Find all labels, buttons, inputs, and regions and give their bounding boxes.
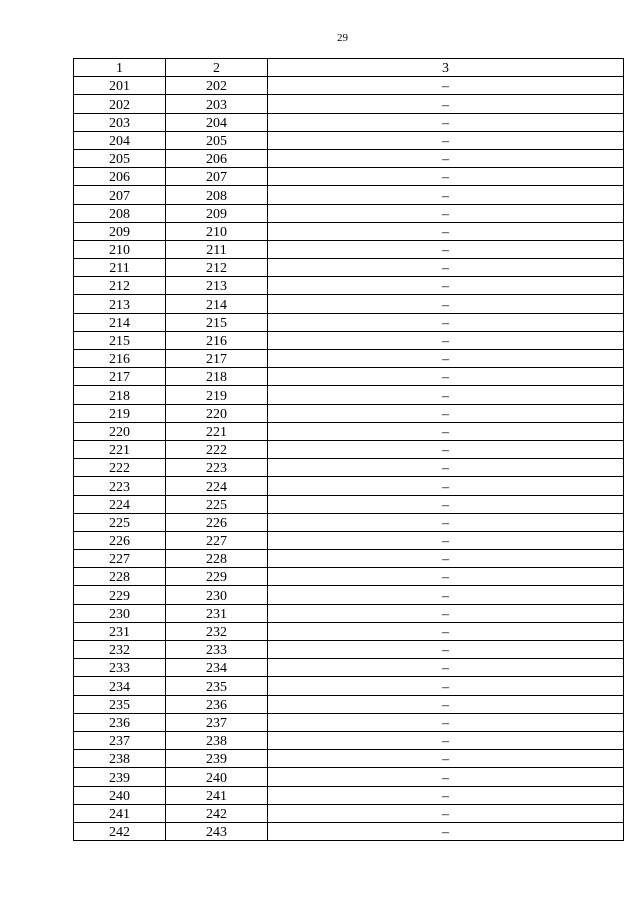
- table-cell-col1: 225: [74, 513, 166, 531]
- table-cell-col2: 234: [166, 659, 268, 677]
- table-cell-col1: 218: [74, 386, 166, 404]
- table-cell-col3: –: [268, 604, 624, 622]
- table-row: [74, 295, 624, 313]
- table-cell-col2: 217: [166, 350, 268, 368]
- table-cell-col3: –: [268, 331, 624, 349]
- table-cell-col3: –: [268, 477, 624, 495]
- table-cell-col3: –: [268, 186, 624, 204]
- table-row: [74, 622, 624, 640]
- table-cell-col2: 235: [166, 677, 268, 695]
- table-row: [74, 477, 624, 495]
- table-cell-col1: 227: [74, 550, 166, 568]
- table-cell-col1: 203: [74, 113, 166, 131]
- table-cell-col3: –: [268, 750, 624, 768]
- table-cell-col1: 206: [74, 168, 166, 186]
- table-cell-col1: 237: [74, 731, 166, 749]
- table-cell-col1: 241: [74, 804, 166, 822]
- table-cell-col2: 218: [166, 368, 268, 386]
- table-row: [74, 186, 624, 204]
- table-cell-col2: 232: [166, 622, 268, 640]
- table-cell-col3: –: [268, 259, 624, 277]
- table-cell-col1: 205: [74, 149, 166, 167]
- table-cell-col1: 230: [74, 604, 166, 622]
- table-row: [74, 604, 624, 622]
- table-row: [74, 313, 624, 331]
- table-row: [74, 586, 624, 604]
- table-row: [74, 440, 624, 458]
- table-cell-col3: –: [268, 368, 624, 386]
- page-number: 29: [337, 32, 348, 44]
- table-cell-col1: 204: [74, 131, 166, 149]
- table-cell-col3: –: [268, 149, 624, 167]
- table-cell-col1: 202: [74, 95, 166, 113]
- table-cell-col3: –: [268, 77, 624, 95]
- table-cell-col3: –: [268, 222, 624, 240]
- table-cell-col1: 223: [74, 477, 166, 495]
- table-cell-col2: 220: [166, 404, 268, 422]
- table-cell-col3: –: [268, 459, 624, 477]
- table-cell-col2: 223: [166, 459, 268, 477]
- table-body: [74, 77, 624, 841]
- table-cell-col2: 236: [166, 695, 268, 713]
- table-cell-col1: 213: [74, 295, 166, 313]
- column-header-3: 3: [268, 59, 624, 77]
- table-cell-col2: 209: [166, 204, 268, 222]
- table-row: [74, 222, 624, 240]
- table-row: [74, 204, 624, 222]
- table-cell-col3: –: [268, 204, 624, 222]
- table-cell-col2: 227: [166, 531, 268, 549]
- table-cell-col3: –: [268, 131, 624, 149]
- table-cell-col1: 217: [74, 368, 166, 386]
- table-cell-col3: –: [268, 568, 624, 586]
- table-cell-col3: –: [268, 622, 624, 640]
- table-cell-col1: 207: [74, 186, 166, 204]
- table-cell-col3: –: [268, 531, 624, 549]
- table-cell-col3: –: [268, 731, 624, 749]
- table-row: [74, 168, 624, 186]
- table-cell-col3: –: [268, 350, 624, 368]
- table-cell-col2: 204: [166, 113, 268, 131]
- table-cell-col1: 228: [74, 568, 166, 586]
- table-cell-col3: –: [268, 641, 624, 659]
- table-cell-col2: 225: [166, 495, 268, 513]
- table-cell-col1: 224: [74, 495, 166, 513]
- table-cell-col2: 241: [166, 786, 268, 804]
- table-cell-col2: 211: [166, 240, 268, 258]
- table-row: [74, 513, 624, 531]
- table-cell-col1: 221: [74, 440, 166, 458]
- table-cell-col1: 216: [74, 350, 166, 368]
- table-cell-col1: 211: [74, 259, 166, 277]
- table-cell-col2: 221: [166, 422, 268, 440]
- table-row: [74, 386, 624, 404]
- table-row: [74, 531, 624, 549]
- table-cell-col2: 208: [166, 186, 268, 204]
- table-cell-col2: 224: [166, 477, 268, 495]
- table-cell-col3: –: [268, 550, 624, 568]
- table-row: [74, 786, 624, 804]
- table-row: [74, 331, 624, 349]
- table-cell-col2: 222: [166, 440, 268, 458]
- table-cell-col2: 228: [166, 550, 268, 568]
- table-cell-col2: 243: [166, 822, 268, 840]
- table-cell-col2: 233: [166, 641, 268, 659]
- table-cell-col3: –: [268, 513, 624, 531]
- table-cell-col3: –: [268, 677, 624, 695]
- table-row: [74, 731, 624, 749]
- table-row: [74, 659, 624, 677]
- table-cell-col1: 219: [74, 404, 166, 422]
- table-cell-col3: –: [268, 113, 624, 131]
- table-cell-col2: 238: [166, 731, 268, 749]
- table-cell-col2: 213: [166, 277, 268, 295]
- table-cell-col3: –: [268, 586, 624, 604]
- table-cell-col1: 234: [74, 677, 166, 695]
- table-row: [74, 750, 624, 768]
- table-cell-col2: 239: [166, 750, 268, 768]
- table-row: [74, 149, 624, 167]
- table-cell-col1: 210: [74, 240, 166, 258]
- table-row: [74, 568, 624, 586]
- table-cell-col2: 216: [166, 331, 268, 349]
- table-row: [74, 259, 624, 277]
- table-cell-col1: 212: [74, 277, 166, 295]
- table-cell-col3: –: [268, 804, 624, 822]
- table-cell-col2: 215: [166, 313, 268, 331]
- table-cell-col1: 242: [74, 822, 166, 840]
- table-cell-col3: –: [268, 659, 624, 677]
- table-row: [74, 768, 624, 786]
- table-cell-col1: 214: [74, 313, 166, 331]
- table-cell-col3: –: [268, 277, 624, 295]
- table-cell-col2: 210: [166, 222, 268, 240]
- table-row: [74, 695, 624, 713]
- table-row: [74, 422, 624, 440]
- table-cell-col3: –: [268, 768, 624, 786]
- table-cell-col1: 229: [74, 586, 166, 604]
- table-cell-col3: –: [268, 295, 624, 313]
- table-row: [74, 277, 624, 295]
- table-cell-col3: –: [268, 95, 624, 113]
- table-cell-col2: 212: [166, 259, 268, 277]
- table-cell-col3: –: [268, 422, 624, 440]
- table-cell-col1: 209: [74, 222, 166, 240]
- table-cell-col1: 231: [74, 622, 166, 640]
- table-cell-col2: 206: [166, 149, 268, 167]
- table-cell-col3: –: [268, 440, 624, 458]
- table-cell-col2: 230: [166, 586, 268, 604]
- table-cell-col1: 222: [74, 459, 166, 477]
- table-cell-col2: 203: [166, 95, 268, 113]
- table-cell-col1: 232: [74, 641, 166, 659]
- table-row: [74, 641, 624, 659]
- column-header-2: 2: [166, 59, 268, 77]
- table-cell-col2: 237: [166, 713, 268, 731]
- table-cell-col2: 231: [166, 604, 268, 622]
- table-cell-col3: –: [268, 822, 624, 840]
- table-cell-col1: 201: [74, 77, 166, 95]
- table-row: [74, 350, 624, 368]
- table-row: [74, 113, 624, 131]
- table-row: [74, 459, 624, 477]
- table-row: [74, 804, 624, 822]
- data-table: [73, 58, 624, 841]
- table-row: [74, 713, 624, 731]
- table-cell-col2: 207: [166, 168, 268, 186]
- table-cell-col1: 236: [74, 713, 166, 731]
- table-cell-col3: –: [268, 168, 624, 186]
- table-cell-col3: –: [268, 404, 624, 422]
- table-cell-col2: 242: [166, 804, 268, 822]
- table-cell-col1: 215: [74, 331, 166, 349]
- table-cell-col3: –: [268, 695, 624, 713]
- table-row: [74, 77, 624, 95]
- table-row: [74, 495, 624, 513]
- table-cell-col1: 235: [74, 695, 166, 713]
- column-header-1: 1: [74, 59, 166, 77]
- table-header-row: [74, 59, 624, 77]
- table-row: [74, 822, 624, 840]
- table-cell-col2: 214: [166, 295, 268, 313]
- table-cell-col3: –: [268, 386, 624, 404]
- table-cell-col3: –: [268, 495, 624, 513]
- table-cell-col2: 240: [166, 768, 268, 786]
- table-cell-col1: 233: [74, 659, 166, 677]
- table-cell-col3: –: [268, 713, 624, 731]
- table-cell-col1: 208: [74, 204, 166, 222]
- table-row: [74, 404, 624, 422]
- table-cell-col1: 239: [74, 768, 166, 786]
- table-cell-col3: –: [268, 313, 624, 331]
- table-cell-col2: 229: [166, 568, 268, 586]
- table-row: [74, 368, 624, 386]
- table-cell-col2: 219: [166, 386, 268, 404]
- table-cell-col1: 226: [74, 531, 166, 549]
- table-cell-col3: –: [268, 786, 624, 804]
- table-row: [74, 131, 624, 149]
- table-row: [74, 550, 624, 568]
- table-cell-col1: 238: [74, 750, 166, 768]
- table-cell-col1: 240: [74, 786, 166, 804]
- table-row: [74, 95, 624, 113]
- table-row: [74, 677, 624, 695]
- table-cell-col2: 205: [166, 131, 268, 149]
- table-cell-col2: 226: [166, 513, 268, 531]
- table-cell-col2: 202: [166, 77, 268, 95]
- table-cell-col3: –: [268, 240, 624, 258]
- table-row: [74, 240, 624, 258]
- table-cell-col1: 220: [74, 422, 166, 440]
